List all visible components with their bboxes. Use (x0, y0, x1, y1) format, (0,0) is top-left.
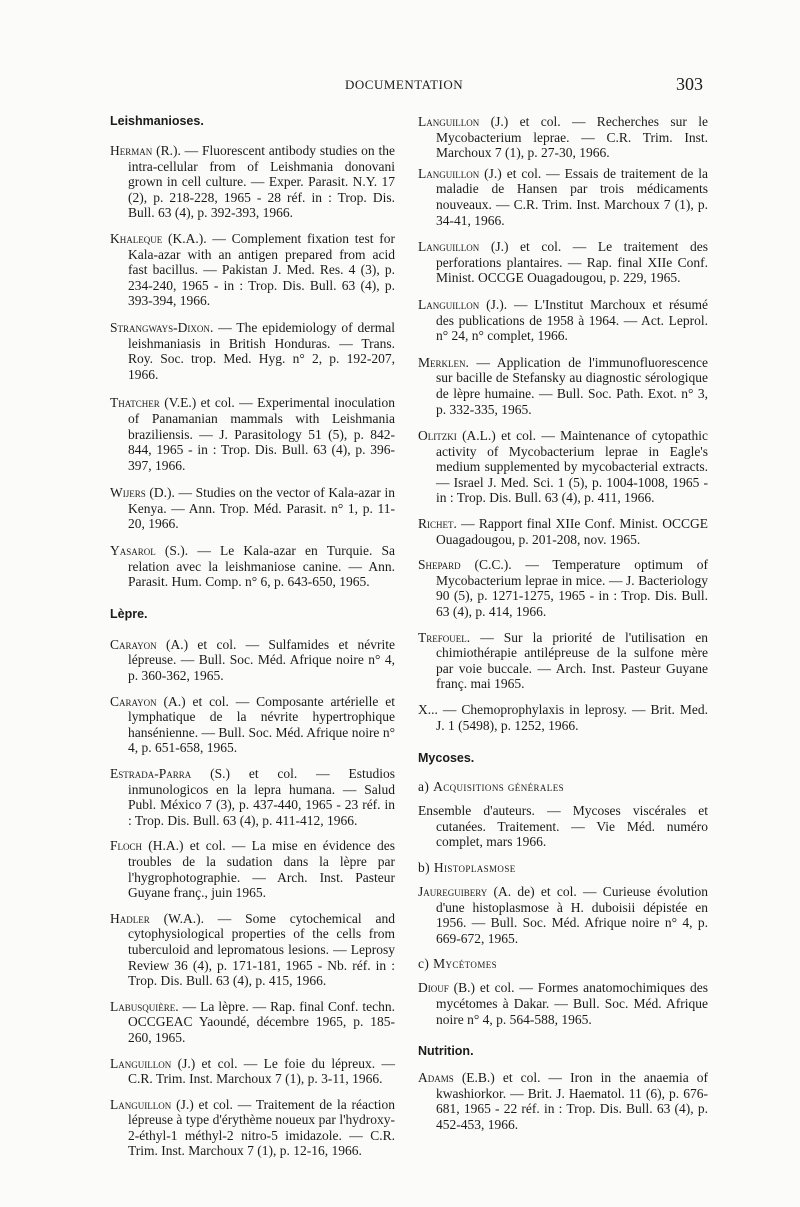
entry-author: Languillon (418, 165, 480, 181)
entry-text: (E.B.) et col. — Iron in the anaemia of kwashiorkor. — Brit. J. Haematol. 11 (6), p. 676-681, 1965 - 22 réf. in : Trop. Dis. Bull. 63 (4), p. 452-453, 1966. (436, 1070, 708, 1132)
subsection-title (418, 779, 708, 795)
bibliography-entry (110, 1056, 395, 1087)
entry-text: (A.) et col. — Sulfamides et névrite lépreuse. — Bull. Soc. Méd. Afrique noire n° 4, p. 360-362, 1965. (128, 636, 395, 684)
entry-text: (J.) et col. — Recherches sur le Mycobacterium leprae. — C.R. Trim. Inst. Marchoux 7 (1), p. 27-30, 1966. (436, 114, 708, 161)
running-title: DOCUMENTATION (345, 77, 464, 92)
entry-text: (J.) et col. — Traitement de la réaction lépreuse à type d'érythème noueux par l'hydroxy-2-éthyl-1 méthyl-2 nitro-5 imidazole. — C.R. Trim. Inst. Marchoux 7 (1), p. 12-16, 1966. (128, 1096, 395, 1159)
entry-author: Labusquière (110, 998, 176, 1014)
entry-text: (R.). — Fluorescent antibody studies on the intra-cellular from of Leishmania donovani grown in cell culture. — Exper. Parasit. N.Y. 17 (2), p. 218-228, 1965 - 28 réf. in : Trop. Dis. Bull. 63 (4), p. 392-393, 1966. (128, 143, 395, 221)
bibliography-entry (418, 702, 708, 733)
entry-author: Estrada-Parra (110, 766, 192, 781)
subsection-prefix: a) (418, 779, 434, 795)
entry-text: (B.) et col. — Formes anatomochimiques des mycétomes à Dakar. — Bull. Soc. Méd. Afrique noire n° 4, p. 564-588, 1965. (436, 980, 708, 1027)
entry-text: (H.A.) et col. — La mise en évidence des troubles de la sudation dans la lèpre par l'hygrophotographie. — Arch. Inst. Pasteur Guyane franç., juin 1965. (128, 838, 395, 901)
entry-text: (A.L.) et col. — Maintenance of cytopathic activity of Mycobacterium leprae in Eagle's medium supplemented by mycobacterial extracts. — Israel J. Med. Sci. 1 (5), p. 1004-1008, 1965 - in : Trop. Dis. Bull. 63 (4), p. 411, 1966. (436, 428, 708, 506)
bibliography-entry (418, 557, 708, 619)
page-number: 303 (676, 74, 703, 94)
entry-author: Herman (110, 143, 153, 158)
bibliography-entry (418, 428, 708, 506)
right-column (418, 114, 708, 1133)
section-title: Nutrition. (418, 1044, 474, 1059)
bibliography-entry (418, 355, 708, 417)
section-title: Lèpre. (110, 606, 148, 621)
entry-author: Languillon (418, 239, 480, 255)
bibliography-entry (418, 803, 708, 850)
entry-author: Trefouel (418, 629, 467, 645)
subsection-prefix: b) (418, 859, 434, 875)
entry-text: (W.A.). — Some cytochemical and cytophysiological properties of the cells from tuberculoid and lepromatous lesions. — Leprosy Review 36 (4), p. 171-181, 1965 - Nb. réf. in : Trop. Dis. Bull. 63 (4), p. 415, 1966. (128, 910, 395, 989)
entry-author: Diouf (418, 980, 449, 996)
entry-author: Carayon (110, 636, 157, 652)
entry-author: Hadler (110, 910, 150, 926)
bibliography-entry (110, 838, 395, 900)
subsection-title (418, 956, 708, 972)
bibliography-entry (418, 297, 708, 344)
entry-author: Languillon (418, 114, 480, 129)
left-column (110, 114, 395, 1159)
section-title: Leishmanioses. (110, 114, 204, 128)
entry-author: Khaleque (110, 230, 163, 246)
entry-author: Languillon (110, 1055, 172, 1071)
entry-text: . — Sur la priorité de l'utilisation en chimiothérapie antilépreuse de la sulfone mère par voie buccale. — Arch. Inst. Pasteur Guyane franç. mai 1965. (436, 629, 708, 692)
entry-text: . — Rapport final XIIe Conf. Minist. OCCGE Ouagadougou, p. 201-208, nov. 1965. (436, 516, 708, 547)
entry-author: Carayon (110, 693, 157, 709)
entry-author: Floch (110, 838, 143, 854)
bibliography-entry (110, 911, 395, 989)
bibliography-entry (110, 637, 395, 684)
subsection-label: Histoplasmose (433, 859, 516, 875)
bibliography-entry (110, 395, 395, 473)
entry-author: Yasarol (110, 543, 156, 559)
entry-text: Ensemble d'auteurs. — Mycoses viscérales et cutanées. Traitement. — Vie Méd. numéro complet, mars 1966. (418, 803, 708, 850)
bibliography-entry (110, 999, 395, 1046)
subsection-prefix: c) (418, 956, 434, 972)
bibliography-entry (418, 630, 708, 692)
entry-text: (J.) et col. — Essais de traitement de la maladie de Hansen par trois médicaments nouveaux. — C.R. Trim. Inst. Marchoux 7 (1), p. 34-41, 1966. (436, 165, 708, 228)
entry-author: Languillon (110, 1096, 172, 1112)
entry-author: Jaureguibery (418, 883, 488, 899)
bibliography-entry (110, 143, 395, 221)
entry-text: (S.). — Le Kala-azar en Turquie. Sa relation avec la leishmaniose canine. — Ann. Parasit. Hum. Comp. n° 6, p. 643-650, 1965. (128, 543, 395, 590)
entry-text: (D.). — Studies on the vector of Kala-azar in Kenya. — Ann. Trop. Méd. Parasit. n° 1, p. 11-20, 1966. (128, 485, 395, 532)
bibliography-entry (110, 231, 395, 309)
bibliography-entry (418, 1070, 708, 1132)
entry-author: Shepard (418, 557, 461, 573)
entry-text: (J.) et col. — Le traitement des perforations plantaires. — Rap. final XIIe Conf. Minist. OCCGE Ouagadougou, p. 229, 1965. (436, 239, 708, 286)
bibliography-entry (418, 980, 708, 1027)
entry-text: (J.). — L'Institut Marchoux et résumé des publications de 1958 à 1964. — Act. Leprol. n° 24, n° complet, 1966. (436, 296, 708, 344)
bibliography-entry (110, 766, 395, 828)
page-header (0, 75, 800, 97)
entry-text: . — Application de l'immunofluorescence sur bacille de Stefansky au diagnostic sérologique de lèpre humaine. — Bull. Soc. Path. Exot. n° 3, p. 332-335, 1965. (436, 354, 708, 417)
entry-author: X... (418, 702, 438, 717)
bibliography-entry (418, 166, 708, 228)
entry-text: — Chemoprophylaxis in leprosy. — Brit. Med. J. 1 (5498), p. 1252, 1966. (436, 702, 708, 733)
entry-text: (S.) et col. — Estudios inmunologicos en la lepra humana. — Salud Publ. México 7 (3), p. 437-440, 1965 - 23 réf. in : Trop. Dis. Bull. 63 (4), p. 411-412, 1966. (128, 766, 395, 828)
entry-text: . — La lèpre. — Rap. final Conf. techn. OCCGEAC Yaoundé, décembre 1965, p. 185-260, 1965. (128, 998, 395, 1045)
entry-author: Merklen (418, 354, 466, 370)
bibliography-entry (418, 884, 708, 946)
section-title: Mycoses. (418, 751, 475, 766)
bibliography-entry (110, 1097, 395, 1159)
entry-author: Adams (418, 1070, 454, 1086)
subsection-label: Mycétomes (433, 956, 498, 972)
entry-author: Wijers (110, 485, 146, 501)
bibliography-entry (418, 114, 708, 161)
bibliography-entry (110, 485, 395, 532)
bibliography-entry (418, 239, 708, 286)
bibliography-entry (110, 320, 395, 382)
subsection-title (418, 860, 708, 876)
entry-author: Richet (418, 516, 454, 532)
bibliography-entry (110, 694, 395, 756)
entry-text: (A.) et col. — Composante artérielle et lymphatique de la névrite hypertrophique hansénienne. — Bull. Soc. Méd. Afrique noire n° 4, p. 651-658, 1965. (128, 693, 395, 756)
entry-author: Strangways-Dixon (110, 319, 210, 335)
entry-text: (C.C.). — Temperature optimum of Mycobacterium leprae in mice. — J. Bacteriology 90 (5), p. 1271-1275, 1965 - in : Trop. Dis. Bull. 63 (4), p. 414, 1966. (436, 557, 708, 620)
bibliography-entry (418, 516, 708, 547)
bibliography-entry (110, 543, 395, 590)
entry-author: Olitzki (418, 428, 457, 444)
entry-text: . — The epidemiology of dermal leishmaniasis in British Honduras. — Trans. Roy. Soc. trop. Med. Hyg. n° 2, p. 192-207, 1966. (128, 319, 395, 382)
entry-text: (J.) et col. — Le foie du lépreux. — C.R. Trim. Inst. Marchoux 7 (1), p. 3-11, 1966. (128, 1055, 395, 1087)
entry-text: (K.A.). — Complement fixation test for Kala-azar with an antigen prepared from acid fast bacillus. — Pakistan J. Med. Res. 4 (3), p. 234-240, 1965 - in : Trop. Dis. Bull. 63 (4), p. 393-394, 1966. (128, 230, 395, 309)
entry-author: Thatcher (110, 395, 160, 411)
entry-text: (A. de) et col. — Curieuse évolution d'une histoplasmose à H. duboisii dépistée en 1956. — Bull. Soc. Méd. Afrique noire n° 4, p. 669-672, 1965. (436, 883, 708, 946)
entry-author: Languillon (418, 296, 480, 312)
entry-text: (V.E.) et col. — Experimental inoculation of Panamanian mammals with Leishmania braziliensis. — J. Parasitology 51 (5), p. 842-844, 1965 - in : Trop. Dis. Bull. 63 (4), p. 396-397, 1966. (128, 395, 395, 473)
subsection-label: Acquisitions générales (433, 779, 564, 795)
